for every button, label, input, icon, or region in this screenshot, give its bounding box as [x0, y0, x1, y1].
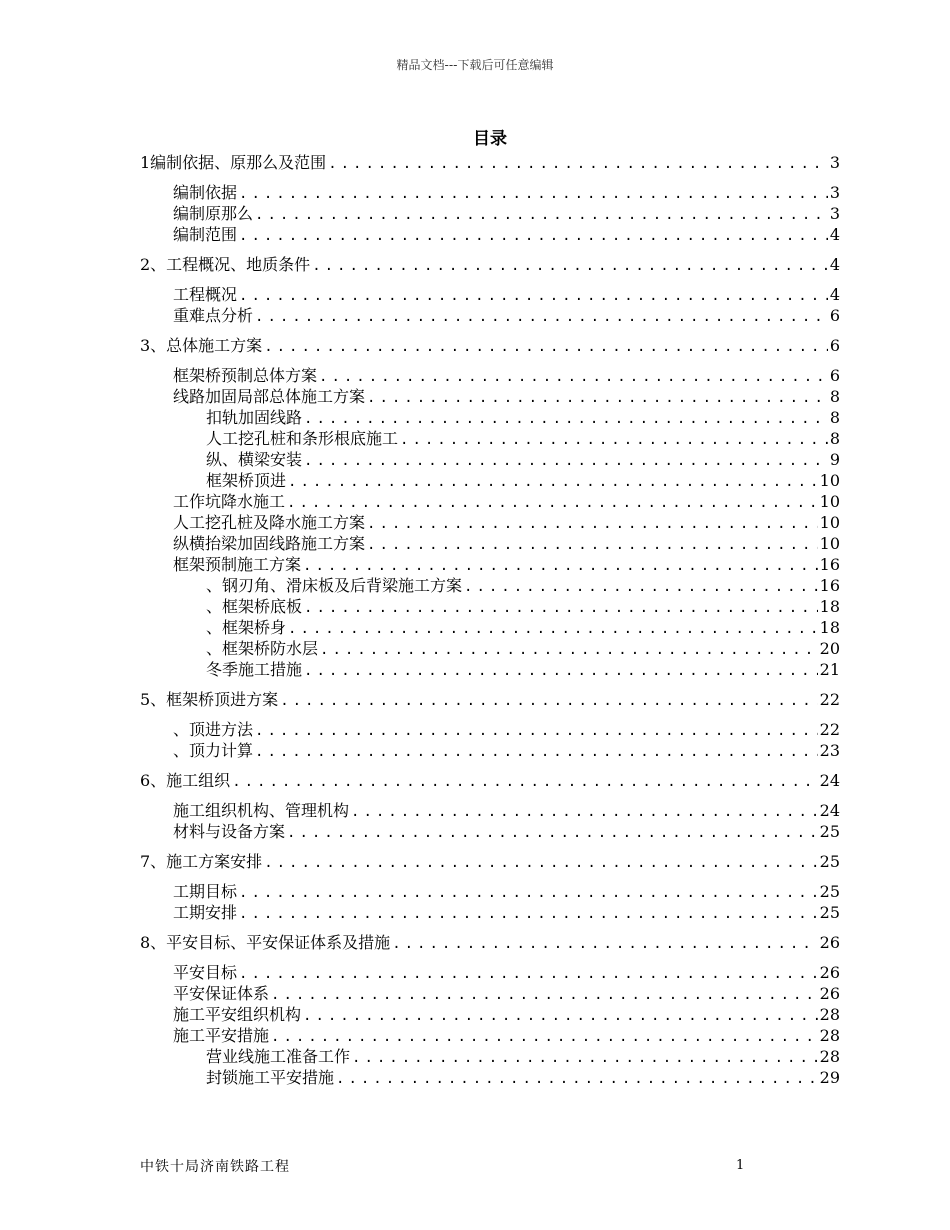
- toc-entry-label: 纵横抬梁加固线路施工方案: [173, 534, 366, 553]
- toc-leader-dots: [464, 577, 818, 596]
- toc-entry-label: 营业线施工准备工作: [206, 1047, 351, 1066]
- toc-entry-label: 1编制依据、原那么及范围: [140, 153, 327, 172]
- toc-entry-page: 25: [819, 903, 840, 922]
- toc-entry[interactable]: [140, 335, 840, 356]
- toc-entry[interactable]: [140, 512, 840, 533]
- footer-company: 中铁十局济南铁路工程: [140, 1159, 290, 1175]
- toc-leader-dots: [271, 985, 818, 1004]
- toc-leader-dots: [264, 337, 828, 356]
- toc-entry[interactable]: [140, 932, 840, 953]
- toc-entry[interactable]: [140, 983, 840, 1004]
- toc-entry[interactable]: [140, 386, 840, 407]
- toc-entry[interactable]: [140, 962, 840, 983]
- toc-entry[interactable]: [140, 800, 840, 821]
- toc-entry-page: 6: [829, 306, 840, 325]
- toc-leader-dots: [304, 598, 818, 617]
- toc-entry[interactable]: [140, 449, 840, 470]
- toc-leader-dots: [288, 619, 818, 638]
- toc-entry-label: 平安保证体系: [173, 984, 270, 1003]
- toc-entry-page: 16: [819, 576, 840, 595]
- toc-entry-page: 21: [819, 660, 840, 679]
- toc-leader-dots: [328, 154, 828, 173]
- toc-entry-label: 、框架桥防水层: [206, 639, 319, 658]
- toc-entry-label: 编制范围: [173, 225, 238, 244]
- toc-leader-dots: [303, 1006, 818, 1025]
- toc-entry[interactable]: [140, 1046, 840, 1067]
- toc-leader-dots: [271, 1027, 818, 1046]
- toc-entry-page: 3: [829, 153, 840, 172]
- page-header: 精品文档---下载后可任意编辑: [396, 58, 554, 72]
- toc-leader-dots: [304, 661, 818, 680]
- toc-entry[interactable]: [140, 575, 840, 596]
- toc-entry-page: 18: [819, 618, 840, 637]
- toc-leader-dots: [264, 853, 817, 872]
- toc-entry-label: 、框架桥底板: [206, 597, 303, 616]
- toc-leader-dots: [239, 883, 818, 902]
- toc-entry-page: 10: [819, 534, 840, 553]
- toc-entry-label: 施工平安措施: [173, 1026, 270, 1045]
- toc-leader-dots: [239, 964, 818, 983]
- toc-entry-label: 7、施工方案安排: [140, 852, 263, 871]
- toc-entry-page: 23: [819, 741, 840, 760]
- toc-leader-dots: [367, 388, 828, 407]
- toc-entry-page: 26: [819, 963, 840, 982]
- toc-entry-label: 、顶进方法: [173, 720, 254, 739]
- toc-entry[interactable]: [140, 821, 840, 842]
- toc-leader-dots: [400, 430, 828, 449]
- toc-entry[interactable]: [140, 470, 840, 491]
- toc-entry-label: 编制依据: [173, 183, 238, 202]
- toc-entry-label: 编制原那么: [173, 204, 254, 223]
- toc-entry[interactable]: [140, 554, 840, 575]
- toc-leader-dots: [367, 535, 818, 554]
- toc-entry[interactable]: [140, 1004, 840, 1025]
- toc-entry-label: 2、工程概况、地质条件: [140, 255, 311, 274]
- toc-leader-dots: [336, 1069, 818, 1088]
- toc-leader-dots: [312, 256, 828, 275]
- toc-leader-dots: [239, 184, 828, 203]
- toc-entry-page: 20: [819, 639, 840, 658]
- toc-entry-label: 工程概况: [173, 285, 238, 304]
- toc-entry-label: 6、施工组织: [140, 771, 231, 790]
- toc-entry-label: 线路加固局部总体施工方案: [173, 387, 366, 406]
- toc-entry[interactable]: [140, 305, 840, 326]
- toc-entry[interactable]: [140, 596, 840, 617]
- toc-entry[interactable]: [140, 533, 840, 554]
- toc-entry-label: 材料与设备方案: [173, 822, 286, 841]
- toc-entry-page: 24: [819, 801, 840, 820]
- toc-leader-dots: [239, 904, 818, 923]
- toc-entry-page: 28: [819, 1047, 840, 1066]
- toc-leader-dots: [392, 934, 817, 953]
- toc-entry[interactable]: [140, 407, 840, 428]
- toc-entry-label: 工期目标: [173, 882, 238, 901]
- toc-leader-dots: [287, 823, 818, 842]
- toc-entry-page: 26: [819, 984, 840, 1003]
- toc-entry-page: 18: [819, 597, 840, 616]
- toc-entry[interactable]: [140, 770, 840, 791]
- toc-entry-page: 16: [819, 555, 840, 574]
- toc-entry[interactable]: [140, 617, 840, 638]
- toc-entry-page: 4: [829, 285, 840, 304]
- toc-entry-label: 工作坑降水施工: [173, 492, 286, 511]
- toc-entry-page: 8: [829, 429, 840, 448]
- toc-entry-label: 、框架桥身: [206, 618, 287, 637]
- toc-entry[interactable]: [140, 224, 840, 245]
- toc-entry-label: 、钢刃角、滑床板及后背梁施工方案: [206, 576, 463, 595]
- toc-leader-dots: [320, 640, 818, 659]
- toc-entry[interactable]: [140, 638, 840, 659]
- toc-entry[interactable]: [140, 182, 840, 203]
- toc-entry-page: 3: [829, 183, 840, 202]
- toc-leader-dots: [287, 493, 818, 512]
- toc-leader-dots: [232, 772, 817, 791]
- toc-entry-page: 3: [829, 204, 840, 223]
- toc-entry-page: 29: [819, 1068, 840, 1087]
- toc-leader-dots: [255, 205, 828, 224]
- toc-entry[interactable]: [140, 740, 840, 761]
- toc-leader-dots: [255, 721, 818, 740]
- toc-entry-label: 施工平安组织机构: [173, 1005, 302, 1024]
- toc-leader-dots: [367, 514, 818, 533]
- toc-entry-page: 10: [819, 513, 840, 532]
- toc-entry[interactable]: [140, 284, 840, 305]
- toc-entry-page: 8: [829, 408, 840, 427]
- toc-entry[interactable]: [140, 254, 840, 275]
- toc-entry-label: 封锁施工平安措施: [206, 1068, 335, 1087]
- toc-entry-page: 10: [819, 492, 840, 511]
- toc-entry[interactable]: [140, 659, 840, 680]
- footer-page-number: 1: [736, 1158, 745, 1173]
- toc-entry-label: 平安目标: [173, 963, 238, 982]
- toc-entry-page: 6: [829, 336, 840, 355]
- toc-entry-label: 重难点分析: [173, 306, 254, 325]
- table-of-contents: [140, 152, 840, 1088]
- toc-entry[interactable]: [140, 851, 840, 872]
- toc-entry[interactable]: [140, 1067, 840, 1088]
- toc-leader-dots: [303, 556, 818, 575]
- toc-entry-page: 9: [829, 450, 840, 469]
- toc-entry-page: 24: [819, 771, 840, 790]
- toc-entry-page: 26: [819, 933, 840, 952]
- toc-entry-page: 6: [829, 366, 840, 385]
- toc-entry-label: 工期安排: [173, 903, 238, 922]
- toc-leader-dots: [288, 472, 818, 491]
- toc-entry-label: 3、总体施工方案: [140, 336, 263, 355]
- toc-leader-dots: [304, 409, 828, 428]
- toc-leader-dots: [255, 307, 828, 326]
- toc-entry-label: 框架桥预制总体方案: [173, 366, 318, 385]
- toc-leader-dots: [239, 286, 828, 305]
- toc-leader-dots: [239, 226, 828, 245]
- toc-entry-label: 扣轨加固线路: [206, 408, 303, 427]
- toc-entry-label: 施工组织机构、管理机构: [173, 801, 350, 820]
- toc-entry[interactable]: [140, 719, 840, 740]
- toc-title: 目录: [473, 129, 507, 149]
- toc-leader-dots: [319, 367, 828, 386]
- toc-entry-label: 、顶力计算: [173, 741, 254, 760]
- toc-entry-page: 25: [819, 852, 840, 871]
- toc-entry[interactable]: [140, 428, 840, 449]
- toc-entry[interactable]: [140, 203, 840, 224]
- toc-entry[interactable]: [140, 689, 840, 710]
- toc-entry-label: 8、平安目标、平安保证体系及措施: [140, 933, 391, 952]
- toc-entry-label: 框架桥顶进: [206, 471, 287, 490]
- toc-entry-page: 8: [829, 387, 840, 406]
- toc-leader-dots: [351, 802, 818, 821]
- toc-entry-page: 22: [819, 720, 840, 739]
- toc-entry-label: 纵、横梁安装: [206, 450, 303, 469]
- toc-entry-label: 5、框架桥顶进方案: [140, 690, 279, 709]
- toc-entry[interactable]: [140, 1025, 840, 1046]
- toc-entry-page: 25: [819, 822, 840, 841]
- toc-leader-dots: [255, 742, 818, 761]
- toc-entry-page: 25: [819, 882, 840, 901]
- toc-entry-page: 28: [819, 1005, 840, 1024]
- toc-entry-page: 4: [829, 255, 840, 274]
- toc-entry-label: 人工挖孔桩及降水施工方案: [173, 513, 366, 532]
- toc-entry-page: 10: [819, 471, 840, 490]
- toc-entry-label: 人工挖孔桩和条形根底施工: [206, 429, 399, 448]
- toc-entry-label: 冬季施工措施: [206, 660, 303, 679]
- toc-entry-page: 4: [829, 225, 840, 244]
- toc-entry[interactable]: [140, 152, 840, 173]
- toc-entry[interactable]: [140, 881, 840, 902]
- toc-leader-dots: [280, 691, 817, 710]
- toc-leader-dots: [304, 451, 828, 470]
- toc-entry-page: 28: [819, 1026, 840, 1045]
- toc-entry[interactable]: [140, 491, 840, 512]
- toc-leader-dots: [352, 1048, 818, 1067]
- toc-entry-label: 框架预制施工方案: [173, 555, 302, 574]
- toc-entry[interactable]: [140, 365, 840, 386]
- toc-entry-page: 22: [819, 690, 840, 709]
- toc-entry[interactable]: [140, 902, 840, 923]
